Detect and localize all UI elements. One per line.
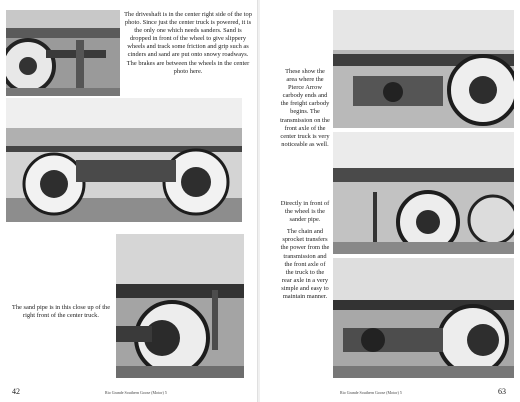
caption-driveshaft [124,11,252,80]
caption-carbody-text: These show the area where the Pierce Arrow carbody ends and the freight carbody begins. The transmission on the front axle of the center truck is very noticeable as well. [280,68,330,148]
caption-sand-pipe [8,304,114,324]
left-page [0,0,258,402]
photo-center-truck [6,98,242,222]
caption-driveshaft-text: The driveshaft is in the center right side of the top photo. Since just the center truck is powered, it is the only one which needs sanders. Sand is dropped in front of the wheel to give slippery wheels and track some friction and grip such as cinders and sand are put onto snowy roadways. The brakes are between the wheels in the center photo here. [124,11,252,75]
caption-chain-text: The chain and sprocket transfers the power from the transmission and the front axle of the truck to the rear axle in a very simple and easy to maintain manner. [280,228,330,301]
photo-sander-pipe [333,132,514,254]
photo-chain-sprocket [333,258,514,378]
footer-right: Rio Grande Southern Goose (Motor) 5 [340,390,402,395]
page-number-right: 63 [498,387,506,396]
photo-carbody-joint [333,10,514,128]
photo-driveshaft-closeup [6,10,120,96]
right-page [260,0,520,402]
caption-carbody [280,68,330,153]
caption-sander-text: Directly in front of the wheel is the sander pipe. [280,200,330,224]
page-number-left: 42 [12,387,20,396]
caption-sander-and-chain [280,200,330,305]
footer-left: Rio Grande Southern Goose (Motor) 5 [105,390,167,395]
photo-sand-pipe [116,234,244,378]
caption-sand-pipe-text: The sand pipe is in this close up of the right front of the center truck. [11,304,111,320]
